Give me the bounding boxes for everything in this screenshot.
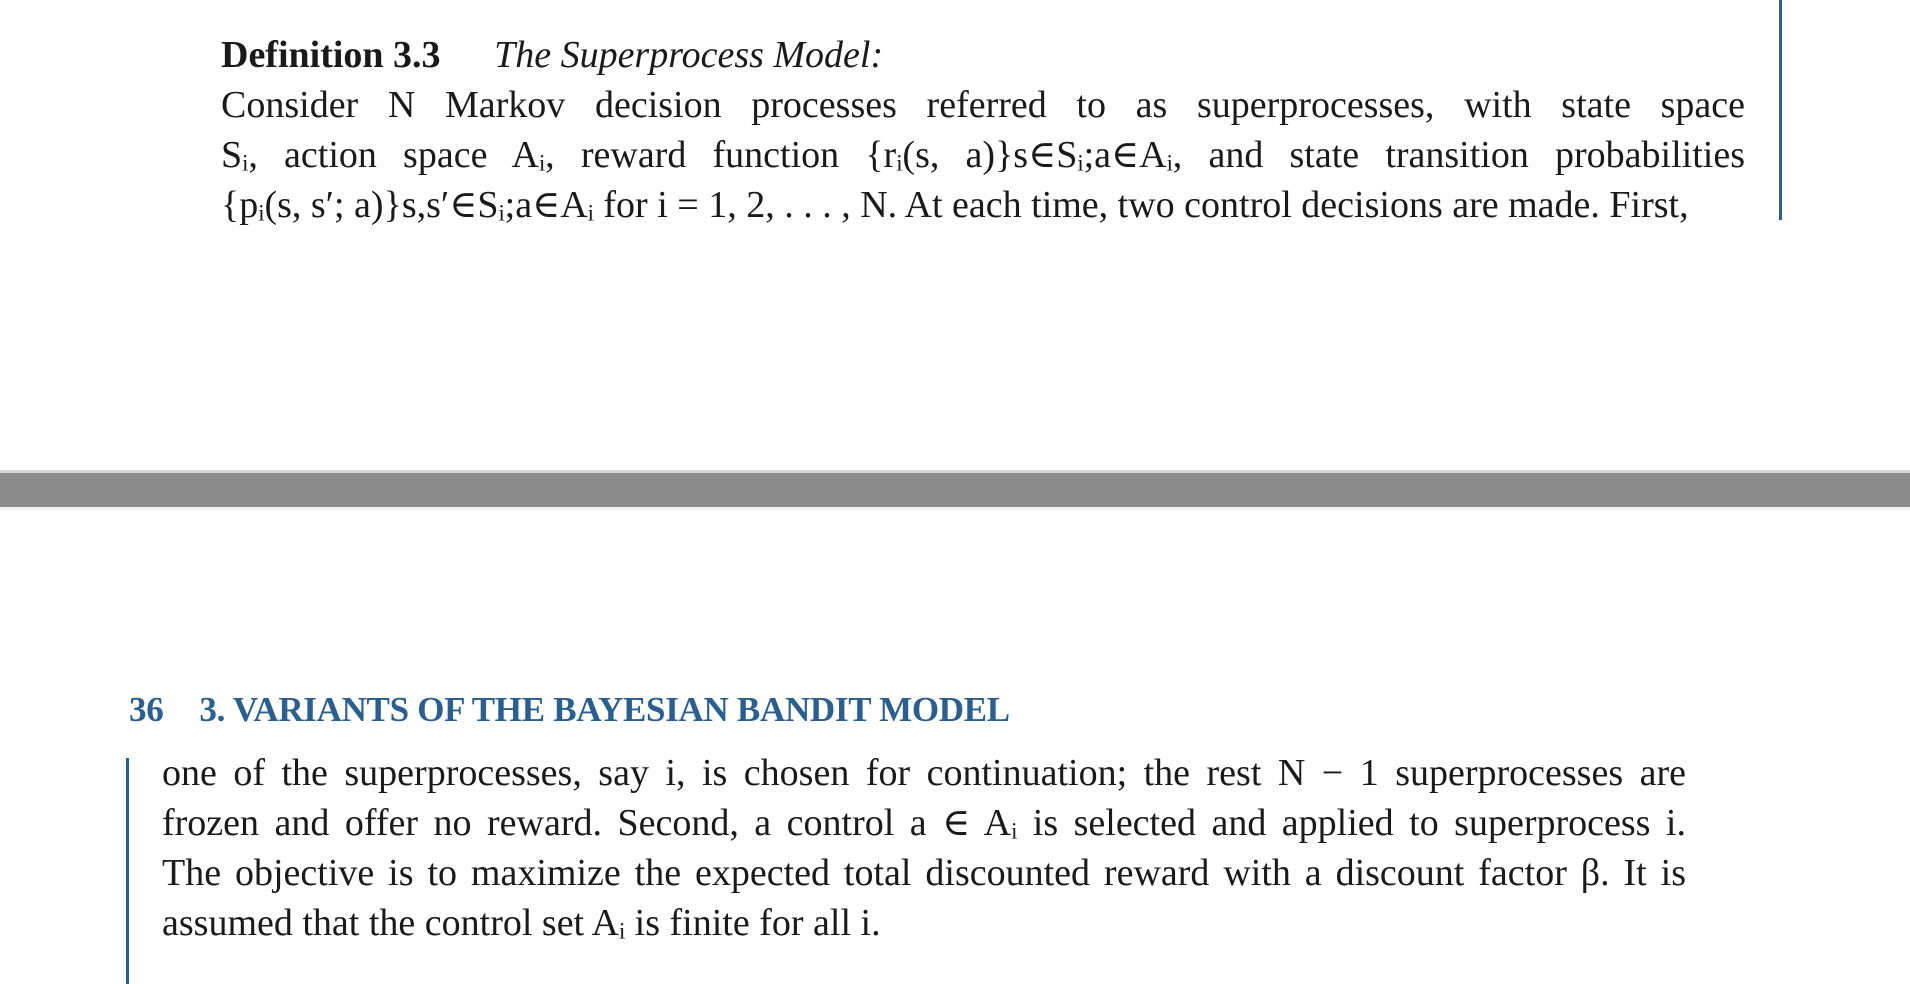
- definition-line-2: Sᵢ, action space Aᵢ, reward function {rᵢ(s, a)}s∈Sᵢ;a∈Aᵢ, and state transition probabilities: [221, 134, 1745, 176]
- definition-block: [221, 30, 1745, 230]
- top-page: [0, 0, 1910, 470]
- definition-title: The Superprocess Model:: [494, 34, 884, 76]
- body-line-4: assumed that the control set Aᵢ is finite for all i.: [162, 902, 881, 944]
- chapter-title: 3. VARIANTS OF THE BAYESIAN BANDIT MODEL: [199, 690, 1010, 729]
- definition-heading: [221, 30, 1745, 80]
- definition-line-1: Consider N Markov decision processes referred to as superprocesses, with state space: [221, 84, 1745, 126]
- page-number: 36: [129, 690, 164, 729]
- body-text-block: [162, 748, 1686, 948]
- definition-line-3: {pᵢ(s, s′; a)}s,s′∈Sᵢ;a∈Aᵢ for i = 1, 2, . . . , N. At each time, two control decisions are made. First,: [221, 184, 1689, 226]
- body-line-2: frozen and offer no reward. Second, a control a ∈ Aᵢ is selected and applied to superprocess i.: [162, 802, 1686, 844]
- body-line-3: The objective is to maximize the expected total discounted reward with a discount factor β. It is: [162, 852, 1686, 894]
- change-bar-right: [1779, 0, 1782, 220]
- body-line-1: one of the superprocesses, say i, is chosen for continuation; the rest N − 1 superprocesses are: [162, 752, 1686, 794]
- change-bar-left: [126, 758, 129, 984]
- definition-label: Definition 3.3: [221, 34, 441, 76]
- running-head: [129, 690, 1010, 730]
- page-separator: [0, 470, 1910, 510]
